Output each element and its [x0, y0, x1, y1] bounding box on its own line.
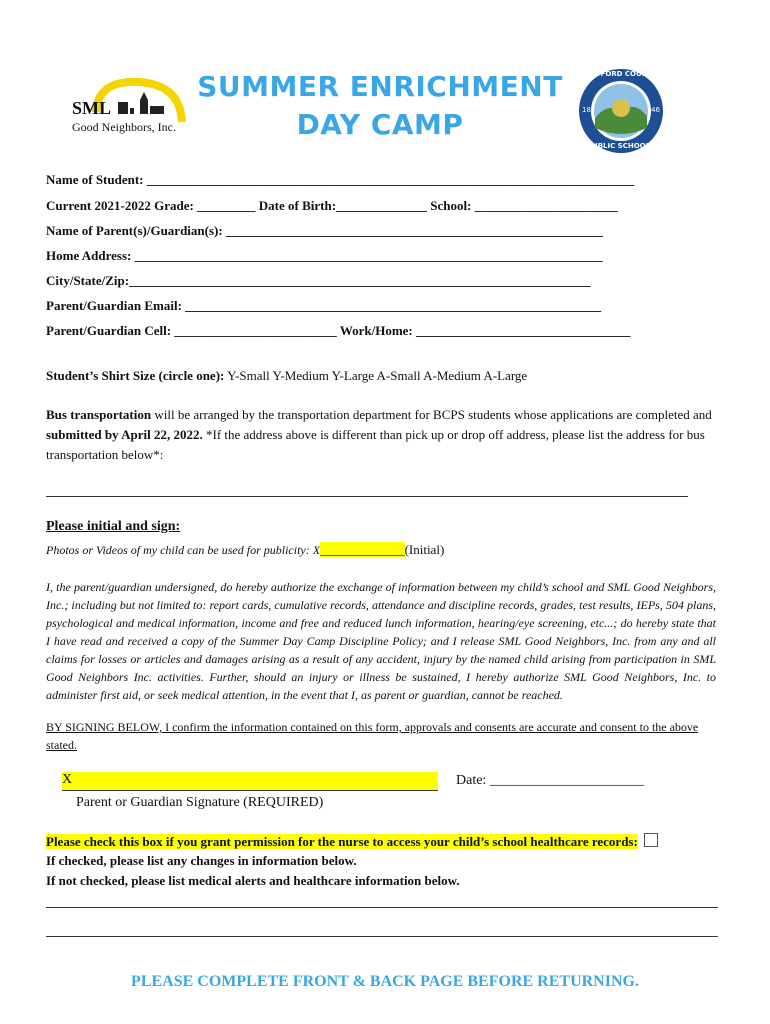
seal-left-number: 18 [582, 106, 591, 114]
home-address-field[interactable]: Home Address: ________________________________________________________________________ [46, 248, 603, 263]
city-state-zip-field[interactable]: City/State/Zip:_______________________________________________________________________ [46, 273, 591, 288]
guardian-cell-field[interactable]: Parent/Guardian Cell: _________________________ Work/Home: _________________________________ [46, 323, 631, 338]
bus-deadline: submitted by April 22, 2022. [46, 427, 203, 442]
bus-text-2: *If the address above is different than pick up or drop off address, please list the address for bus transportation below*: [46, 427, 705, 462]
bus-text-1: will be arranged by the transportation department for BCPS students whose applications are completed and [151, 407, 712, 422]
initial-label: (Initial) [404, 542, 445, 557]
seal-top-text: BEDFORD COUNTY [584, 70, 658, 78]
publicity-row [46, 541, 444, 559]
signature-caption: Parent or Guardian Signature (REQUIRED) [76, 795, 324, 810]
publicity-initial-blank[interactable]: _____________ [320, 542, 405, 557]
shirt-size-label: Student’s Shirt Size (circle one): [46, 368, 225, 383]
page-title: SUMMER ENRICHMENT [197, 70, 563, 103]
initial-sign-heading: Please initial and sign: [46, 519, 181, 534]
guardian-name-field[interactable]: Name of Parent(s)/Guardian(s): __________________________________________________________ [46, 223, 603, 238]
publicity-text: Photos or Videos of my child can be used for publicity: X [46, 543, 321, 557]
confirmation-text: BY SIGNING BELOW, I confirm the information contained on this form, approvals and consents are accurate and consent to the above stated. [46, 720, 699, 752]
seal-bottom-text: PUBLIC SCHOOLS [586, 142, 656, 150]
shirt-size-row [46, 368, 527, 384]
bus-transportation-text [46, 405, 716, 465]
shirt-size-options[interactable]: Y-Small Y-Medium Y-Large A-Small A-Medium A-Large [227, 368, 528, 383]
nurse-permission-checkbox[interactable] [644, 833, 658, 847]
county-seal [578, 68, 664, 154]
bus-label: Bus transportation [46, 407, 152, 422]
nurse-permission-row [46, 833, 658, 850]
footer-notice: PLEASE COMPLETE FRONT & BACK PAGE BEFORE RETURNING. [131, 973, 639, 990]
signature-field[interactable] [62, 772, 438, 791]
healthcare-line-1[interactable] [46, 907, 718, 908]
if-not-checked-text: If not checked, please list medical alerts and healthcare information below. [46, 873, 460, 888]
signature-x: X [62, 772, 73, 787]
healthcare-line-2[interactable] [46, 936, 718, 937]
bus-address-line[interactable] [46, 496, 688, 497]
nurse-permission-text: Please check this box if you grant permission for the nurse to access your child’s school healthcare records: [46, 834, 638, 849]
grade-dob-school-field[interactable]: Current 2021-2022 Grade: _________ Date of Birth:______________ School: ______________________ [46, 198, 618, 213]
student-name-field[interactable]: Name of Student: ___________________________________________________________________________ [46, 172, 635, 187]
sml-logo-text: SML [72, 98, 112, 118]
if-checked-text: If checked, please list any changes in information below. [46, 853, 357, 868]
guardian-email-field[interactable]: Parent/Guardian Email: ________________________________________________________________ [46, 298, 602, 313]
page-subtitle: DAY CAMP [296, 108, 464, 141]
sml-logo-subtext: Good Neighbors, Inc. [72, 120, 176, 134]
date-field[interactable]: Date: ______________________ [456, 773, 644, 788]
authorization-text: I, the parent/guardian undersigned, do hereby authorize the exchange of information between my child’s school and SML Good Neighbors, Inc.; including but not limited to: report cards, cumulative records, attendance and discipline records, grades, test results, IEPs, 504 plans, psychological and medical information, income and free and reduced lunch information, hearing/eye screening, etc...; do hereby state that I have read and received a copy of the Summer Day Camp Discipline Policy; and I release SML Good Neighbors, Inc. from any and all claims for losses or articles and damages arising as a result of any accident, injury by the named child arising from participation in SML Good Neighbors Inc. activities. Further, should an injury or illness be sustained, I hereby authorize SML Good Neighbors, Inc. to administer first aid, or seek medical attention, in the event that I, as parent or guardian, cannot be reached. [46, 580, 716, 702]
seal-right-number: 46 [651, 106, 660, 114]
sml-logo [68, 78, 190, 140]
